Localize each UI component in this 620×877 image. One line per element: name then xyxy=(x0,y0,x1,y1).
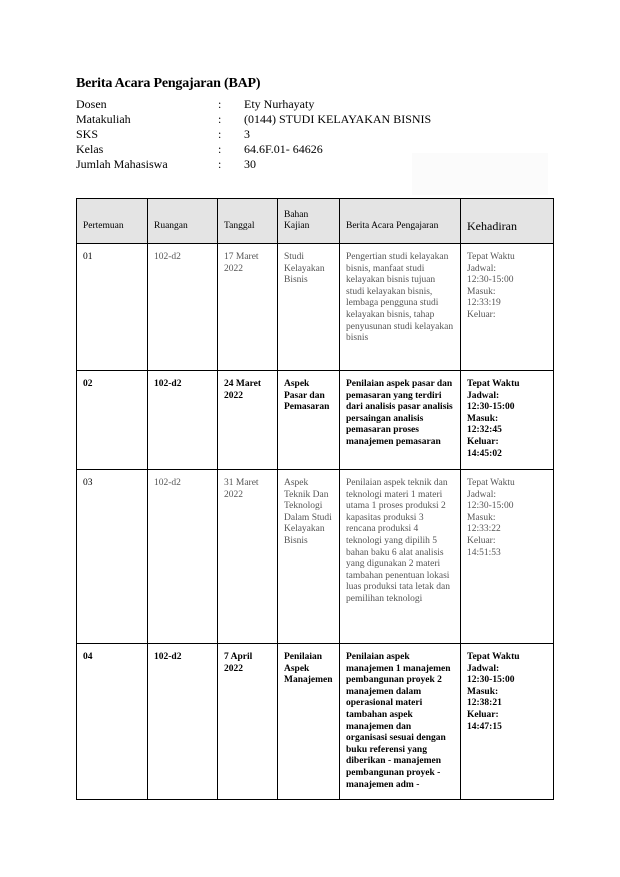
table-row xyxy=(77,644,554,800)
meta-colon: : xyxy=(218,157,222,171)
bap-table xyxy=(76,198,554,800)
meta-row-sks xyxy=(76,128,436,141)
cell-ruangan: 102-d2 xyxy=(148,371,218,470)
cell-bahan-kajian: Penilaian Aspek Manajemen xyxy=(278,644,340,800)
cell-tanggal: 31 Maret 2022 xyxy=(218,470,278,644)
meta-value: (0144) STUDI KELAYAKAN BISNIS xyxy=(244,112,432,126)
cell-pertemuan: 04 xyxy=(77,644,148,800)
cell-ruangan: 102-d2 xyxy=(148,470,218,644)
cell-tanggal: 24 Maret 2022 xyxy=(218,371,278,470)
cell-tanggal: 7 April 2022 xyxy=(218,644,278,800)
meta-value: 30 xyxy=(244,157,256,171)
meta-colon: : xyxy=(218,142,222,156)
cell-pertemuan: 01 xyxy=(77,244,148,371)
cell-berita-acara: Penilaian aspek pasar dan pemasaran yang terdiri dari analisis pasar analisis persaingan analisis pemasaran proses manajemen pemasaran xyxy=(340,371,461,470)
meta-label: Jumlah Mahasiswa xyxy=(76,157,168,171)
meta-row-matakuliah xyxy=(76,113,436,126)
cell-bahan-kajian: Studi Kelayakan Bisnis xyxy=(278,244,340,371)
meta-colon: : xyxy=(218,112,222,126)
meta-label: Kelas xyxy=(76,142,104,156)
header-pertemuan: Pertemuan xyxy=(77,199,148,244)
meta-value: 3 xyxy=(244,127,250,141)
meta-colon: : xyxy=(218,97,222,111)
meta-colon: : xyxy=(218,127,222,141)
document-meta xyxy=(76,98,436,173)
cell-berita-acara: Penilaian aspek teknik dan teknologi materi 1 materi utama 1 proses produksi 2 kapasitas produksi 3 rencana produksi 4 teknologi yang dipilih 5 bahan baku 6 alat analisis yang digunakan 2 materi tambahan penentuan lokasi luas produksi tata letak dan pemilihan teknologi xyxy=(340,470,461,644)
table-row xyxy=(77,244,554,371)
cell-kehadiran: Tepat Waktu Jadwal: 12:30-15:00 Masuk: 12:33:22 Keluar: 14:51:53 xyxy=(461,470,554,644)
table-row xyxy=(77,470,554,644)
document-title: Berita Acara Pengajaran (BAP) xyxy=(76,76,261,91)
meta-value: 64.6F.01- 64626 xyxy=(244,142,323,156)
cell-bahan-kajian: Aspek Teknik Dan Teknologi Dalam Studi Kelayakan Bisnis xyxy=(278,470,340,644)
meta-row-jumlah-mahasiswa xyxy=(76,158,436,171)
cell-berita-acara: Penilaian aspek manajemen 1 manajemen pembangunan proyek 2 manajemen dalam operasional materi tambahan aspek manajemen dan organisasi sesuai dengan buku referensi yang diberikan - manajemen pembangunan proyek - manajemen adm - xyxy=(340,644,461,800)
cell-kehadiran: Tepat Waktu Jadwal: 12:30-15:00 Masuk: 12:38:21 Keluar: 14:47:15 xyxy=(461,644,554,800)
meta-label: Matakuliah xyxy=(76,112,131,126)
meta-value: Ety Nurhayaty xyxy=(244,97,315,111)
cell-pertemuan: 03 xyxy=(77,470,148,644)
cell-pertemuan: 02 xyxy=(77,371,148,470)
cell-tanggal: 17 Maret 2022 xyxy=(218,244,278,371)
table-header-row xyxy=(77,199,554,244)
meta-row-kelas xyxy=(76,143,436,156)
meta-label: Dosen xyxy=(76,97,107,111)
table-row xyxy=(77,371,554,470)
cell-kehadiran: Tepat Waktu Jadwal: 12:30-15:00 Masuk: 12:32:45 Keluar: 14:45:02 xyxy=(461,371,554,470)
header-tanggal: Tanggal xyxy=(218,199,278,244)
header-bahan-kajian: Bahan Kajian xyxy=(278,199,340,244)
cell-bahan-kajian: Aspek Pasar dan Pemasaran xyxy=(278,371,340,470)
header-kehadiran: Kehadiran xyxy=(461,199,554,244)
cell-berita-acara: Pengertian studi kelayakan bisnis, manfaat studi kelayakan bisnis tujuan studi kelayakan bisnis, lembaga pengguna studi kelayakan bisnis, tahap penyusunan studi kelayakan bisnis xyxy=(340,244,461,371)
header-berita-acara: Berita Acara Pengajaran xyxy=(340,199,461,244)
cell-kehadiran: Tepat Waktu Jadwal: 12:30-15:00 Masuk: 12:33:19 Keluar: xyxy=(461,244,554,371)
meta-label: SKS xyxy=(76,127,99,141)
header-ruangan: Ruangan xyxy=(148,199,218,244)
cell-ruangan: 102-d2 xyxy=(148,644,218,800)
meta-row-dosen xyxy=(76,98,436,111)
cell-ruangan: 102-d2 xyxy=(148,244,218,371)
